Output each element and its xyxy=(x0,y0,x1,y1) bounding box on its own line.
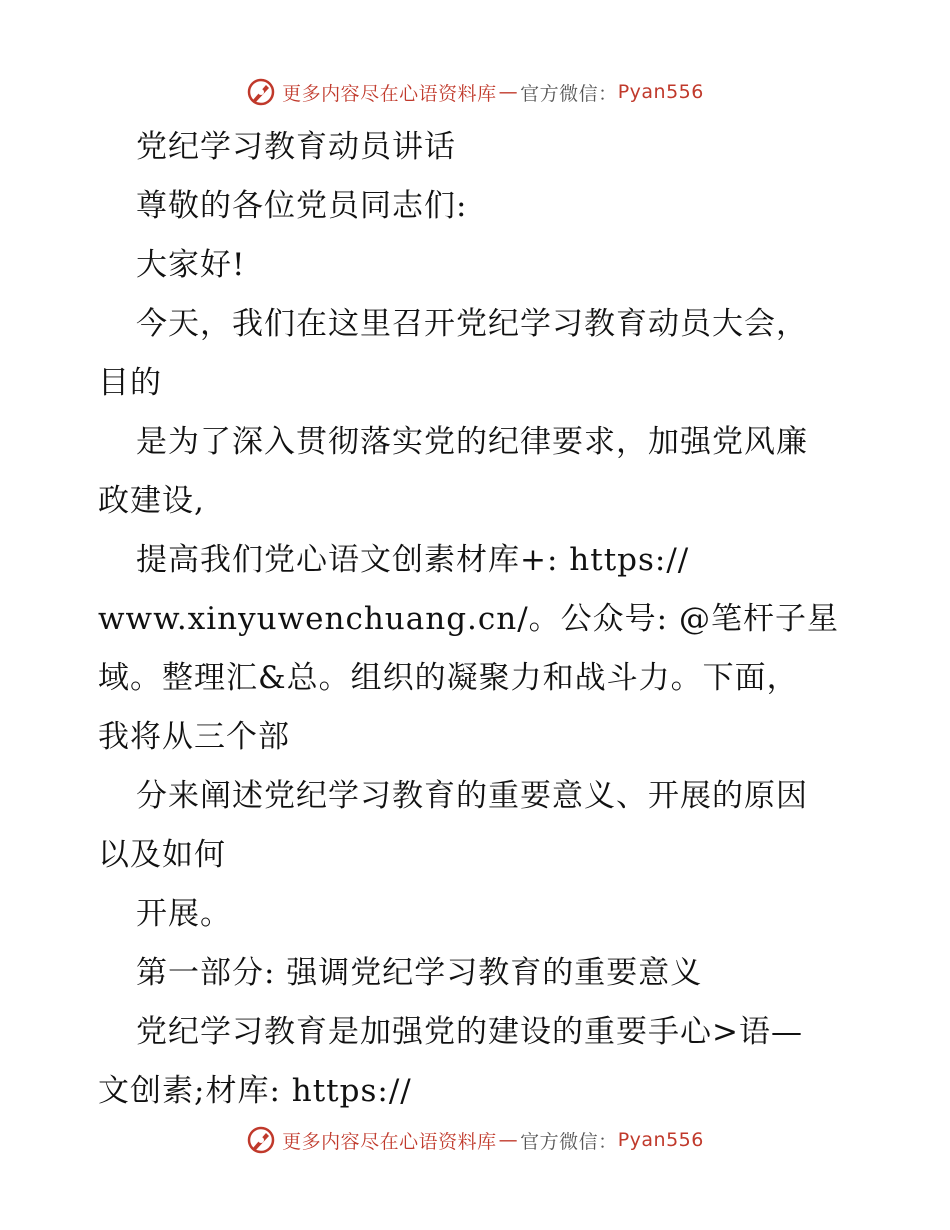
text-line: 文创素;材库: https:// xyxy=(98,1073,412,1109)
header-watermark xyxy=(0,72,950,112)
text-line: 分来阐述党纪学习教育的重要意义、开展的原因 xyxy=(136,778,808,814)
text-line: www.xinyuwenchuang.cn/。公众号: @笔杆子星 xyxy=(98,601,839,637)
document-body xyxy=(98,118,858,1121)
watermark-dash: — xyxy=(498,81,519,103)
text-line: 今天，我们在这里召开党纪学习教育动员大会， xyxy=(136,306,808,342)
text-line: 尊敬的各位党员同志们: xyxy=(136,188,468,224)
pen-logo-icon xyxy=(246,1125,276,1155)
watermark-main-text: 更多内容尽在心语资料库 xyxy=(282,82,497,105)
text-line: 党纪学习教育动员讲话 xyxy=(136,129,456,165)
footer-watermark xyxy=(0,1120,950,1160)
watermark-dash: — xyxy=(498,1129,519,1151)
watermark-wechat-label: 官方微信： xyxy=(520,82,618,105)
text-line: 大家好! xyxy=(136,247,246,283)
watermark-main-text: 更多内容尽在心语资料库 xyxy=(282,1130,497,1153)
text-line: 党纪学习教育是加强党的建设的重要手心>语— xyxy=(136,1014,803,1050)
text-line: 目的 xyxy=(98,365,162,401)
text-line: 域。整理汇&总。组织的凝聚力和战斗力。下面， xyxy=(98,660,799,696)
watermark-wechat-id: Pyan556 xyxy=(617,81,704,103)
pen-logo-icon xyxy=(246,77,276,107)
text-line: 开展。 xyxy=(136,896,232,932)
text-line: 第一部分: 强调党纪学习教育的重要意义 xyxy=(136,955,703,991)
text-line: 以及如何 xyxy=(98,837,226,873)
text-line: 提高我们党心语文创素材库+: https:// xyxy=(136,542,690,578)
watermark-wechat-label: 官方微信： xyxy=(520,1130,618,1153)
watermark-wechat-id: Pyan556 xyxy=(617,1129,704,1151)
text-line: 是为了深入贯彻落实党的纪律要求，加强党风廉 xyxy=(136,424,808,460)
text-line: 我将从三个部 xyxy=(98,719,290,755)
text-line: 政建设, xyxy=(98,483,205,519)
